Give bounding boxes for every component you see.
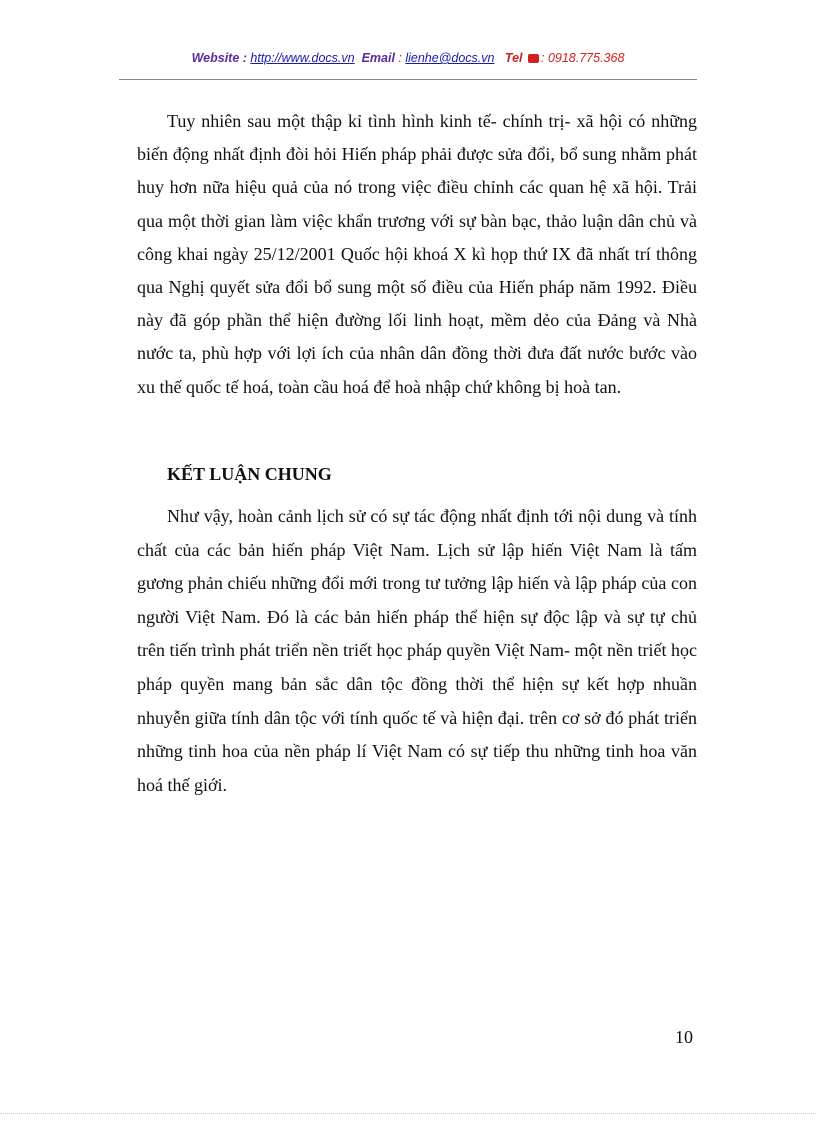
email-separator: : (394, 51, 406, 65)
tel-label: Tel (504, 51, 523, 65)
phone-icon (528, 54, 539, 63)
tel-value: : 0918.775.368 (541, 51, 625, 65)
section-heading: KẾT LUẬN CHUNG (167, 464, 332, 484)
header-divider (119, 79, 697, 80)
website-link[interactable]: http://www.docs.vn (250, 51, 355, 65)
page-bottom-border (0, 1113, 816, 1114)
email-link[interactable]: lienhe@docs.vn (405, 51, 495, 65)
paragraph-2: Như vậy, hoàn cảnh lịch sử có sự tác động nhất định tới nội dung và tính chất của các bản hiến pháp Việt Nam. Lịch sử lập hiến Việt Nam là tấm gương phản chiếu những đổi mới trong tư tưởng lập hiến và lập pháp của con người Việt Nam. Đó là các bản hiến pháp thể hiện sự độc lập và sự tự chủ trên tiến trình phát triển nền triết học pháp quyền Việt Nam- một nền triết học pháp quyền mang bản sắc dân tộc đồng thời thể hiện sự kết hợp nhuần nhuyễn giữa tính dân tộc với tính quốc tế và hiện đại. trên cơ sở đó phát triển những tinh hoa của nền pháp lí Việt Nam có sự tiếp thu những tinh hoa văn hoá thế giới. (137, 506, 697, 795)
page-number: 10 (675, 1027, 693, 1047)
website-label: Website : (191, 51, 251, 65)
conclusion-section (137, 500, 697, 802)
paragraph-1: Tuy nhiên sau một thập kỉ tình hình kinh tế- chính trị- xã hội có những biến động nhất định đòi hỏi Hiến pháp phải được sửa đổi, bổ sung nhằm phát huy hơn nữa hiệu quả của nó trong việc điều chỉnh các quan hệ xã hội. Trải qua một thời gian làm việc khẩn trương với sự bàn bạc, thảo luận dân chủ và công khai ngày 25/12/2001 Quốc hội khoá X kì họp thứ IX đã nhất trí thông qua Nghị quyết sửa đổi bổ sung một số điều của Hiến pháp năm 1992. Điều này đã góp phần thể hiện đường lối linh hoạt, mềm dẻo của Đảng và Nhà nước ta, phù hợp với lợi ích của nhân dân đồng thời đưa đất nước bước vào xu thế quốc tế hoá, toàn cầu hoá để hoà nhập chứ không bị hoà tan. (137, 111, 697, 397)
email-label: Email (361, 51, 395, 65)
page-header (120, 51, 696, 65)
body-section (137, 105, 697, 404)
